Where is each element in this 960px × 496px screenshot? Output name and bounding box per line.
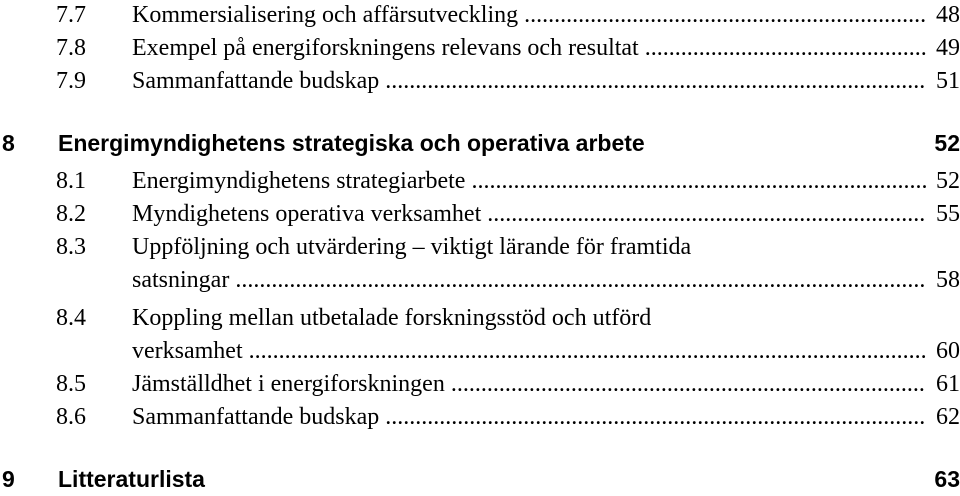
toc-entry-7-9[interactable] bbox=[0, 64, 960, 98]
section-title: Sammanfattande budskap ..... bbox=[132, 64, 930, 98]
toc-chapter-8[interactable] bbox=[0, 126, 960, 160]
toc-entry-8-4-continued[interactable] bbox=[0, 334, 960, 368]
page-number: 49 bbox=[926, 31, 960, 65]
toc-entry-8-4[interactable] bbox=[0, 301, 960, 335]
toc-entry-8-1[interactable] bbox=[0, 164, 960, 198]
toc-entry-8-3-continued[interactable] bbox=[0, 263, 960, 297]
section-title-line-2: verksamhet ..... bbox=[132, 334, 930, 368]
section-title-line-1: Koppling mellan utbetalade forskningsstöd och utförd bbox=[132, 305, 652, 331]
toc-entry-7-8[interactable] bbox=[0, 31, 960, 65]
section-title: Jämställdhet i energiforskningen ..... bbox=[132, 367, 930, 401]
toc-entry-8-2[interactable] bbox=[0, 197, 960, 231]
page-number: 52 bbox=[926, 164, 960, 198]
toc-entry-8-6[interactable] bbox=[0, 400, 960, 434]
chapter-number: 8 bbox=[2, 130, 15, 156]
section-title: Energimyndighetens strategiarbete ..... bbox=[132, 164, 930, 198]
page-number: 60 bbox=[926, 334, 960, 368]
page-number: 55 bbox=[926, 197, 960, 231]
section-title: Myndighetens operativa verksamhet ..... bbox=[132, 197, 930, 231]
section-number: 7.7 bbox=[56, 2, 86, 28]
section-title-line-1: Uppföljning och utvärdering – viktigt lärande för framtida bbox=[132, 234, 692, 260]
page-number: 63 bbox=[926, 462, 960, 496]
chapter-title: Energimyndighetens strategiska och operativa arbete bbox=[58, 130, 645, 156]
section-number: 8.6 bbox=[56, 404, 86, 430]
toc-entry-8-5[interactable] bbox=[0, 367, 960, 401]
section-title: Sammanfattande budskap ..... bbox=[132, 400, 930, 434]
page-number: 52 bbox=[926, 126, 960, 160]
section-number: 8.2 bbox=[56, 201, 86, 227]
page-number: 61 bbox=[926, 367, 960, 401]
section-number: 8.1 bbox=[56, 168, 86, 194]
page-number: 48 bbox=[926, 0, 960, 32]
toc-chapter-9[interactable] bbox=[0, 462, 960, 496]
toc-entry-7-7[interactable] bbox=[0, 0, 960, 32]
section-title: Exempel på energiforskningens relevans och resultat ..... bbox=[132, 31, 930, 65]
section-number: 8.3 bbox=[56, 234, 86, 260]
section-number: 7.8 bbox=[56, 35, 86, 61]
section-number: 7.9 bbox=[56, 68, 86, 94]
chapter-title: Litteraturlista bbox=[58, 466, 205, 492]
page-number: 51 bbox=[926, 64, 960, 98]
toc-entry-8-3[interactable] bbox=[0, 230, 960, 264]
section-number: 8.5 bbox=[56, 371, 86, 397]
section-title: Kommersialisering och affärsutveckling ..... bbox=[132, 0, 930, 32]
section-title-line-2: satsningar ..... bbox=[132, 263, 930, 297]
page-number: 62 bbox=[926, 400, 960, 434]
section-number: 8.4 bbox=[56, 305, 86, 331]
chapter-number: 9 bbox=[2, 466, 15, 492]
page-number: 58 bbox=[926, 263, 960, 297]
